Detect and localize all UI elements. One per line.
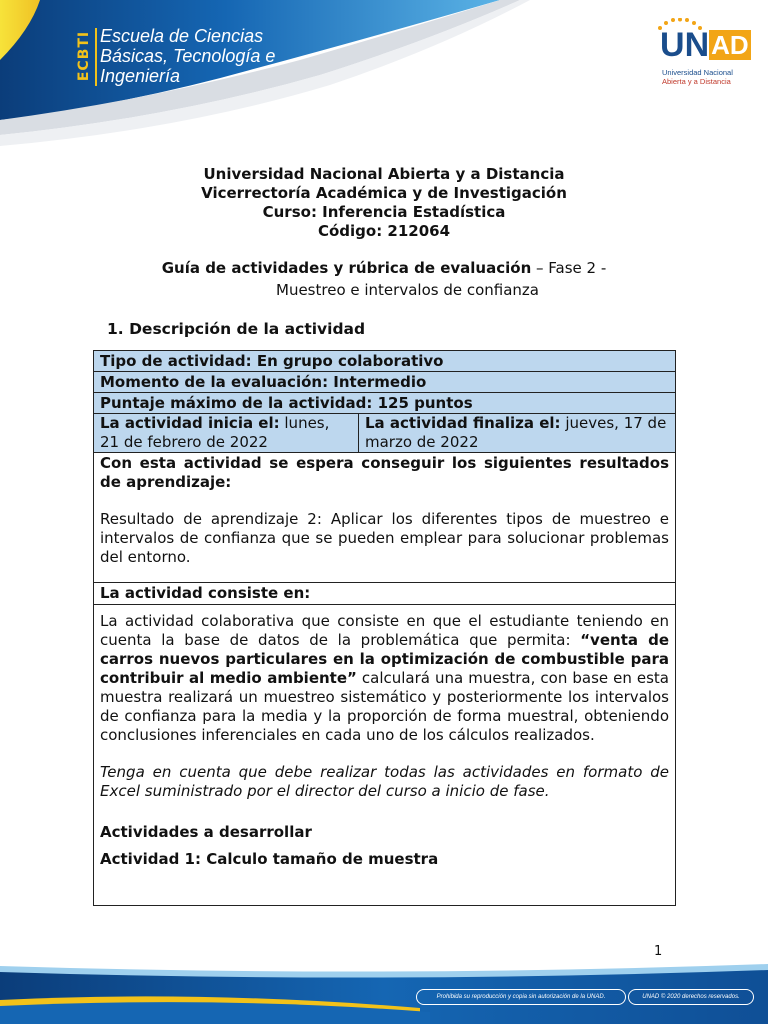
activity-note: Tenga en cuenta que debe realizar todas las actividades en formato de Excel suministrado por el director del curso a inicio de fase. [100, 763, 669, 800]
document-title-block [0, 165, 768, 241]
unad-logo [656, 18, 752, 90]
end-date-cell: La actividad finaliza el: jueves, 17 de marzo de 2022 [365, 414, 667, 451]
activities-heading: Actividades a desarrollar [100, 823, 312, 841]
max-score-row: Puntaje máximo de la actividad: 125 puntos [94, 393, 675, 414]
school-divider [95, 28, 97, 86]
course-name: Curso: Inferencia Estadística [262, 203, 506, 221]
school-name-line: Ingeniería [100, 66, 181, 86]
activity-table [93, 350, 676, 906]
evaluation-moment-row: Momento de la evaluación: Intermedio [94, 372, 675, 393]
school-name-line: Escuela de Ciencias [100, 26, 264, 46]
school-name-line: Básicas, Tecnología e [100, 46, 276, 66]
activity-1-heading: Actividad 1: Calculo tamaño de muestra [100, 850, 439, 868]
learning-outcomes-cell [94, 453, 675, 583]
activity-consists-heading-cell [94, 583, 675, 605]
guide-subtitle: Muestreo e intervalos de confianza [276, 281, 539, 299]
school-name [100, 26, 290, 86]
learning-outcome-text: Resultado de aprendizaje 2: Aplicar los diferentes tipos de muestreo e intervalos de confianza que se pueden emplear para solucionar problemas del entorno. [100, 510, 669, 566]
dates-row [94, 414, 675, 453]
page-number: 1 [654, 944, 663, 959]
page-footer [0, 960, 768, 1024]
university-name: Universidad Nacional Abierta y a Distancia [203, 165, 565, 183]
activity-description-text: La actividad colaborativa que consiste en que el estudiante teniendo en cuenta la base de datos de la problemática que permita: “venta de carros nuevos particulares en la optimización de combustible para contribuir al medio ambiente” calculará una muestra, con base en esta muestra realizará un muestreo sistemático y posteriormente los intervalos de confianza para la media y la proporción de forma muestral, obteniendo conclusiones inferenciales en cada uno de los cálculos realizados. [100, 612, 669, 744]
logo-subtitle: Universidad Nacional Abierta y a Distancia [662, 68, 733, 86]
start-date-cell: La actividad inicia el: lunes, 21 de febrero de 2022 [94, 414, 359, 452]
activity-consists-heading: La actividad consiste en: [100, 584, 311, 602]
page-header [0, 0, 768, 150]
logo-wordmark: $UN^{AD}$ [660, 26, 749, 64]
activity-description-cell [94, 605, 675, 905]
course-code: Código: 212064 [317, 222, 451, 240]
ecbti-vertical-label: ECBTI [76, 30, 92, 82]
copy-prohibition-notice: Prohibida su reproducción y copia sin autorización de la UNAD. [416, 989, 626, 1005]
learning-outcomes-heading: Con esta actividad se espera conseguir los siguientes resultados de aprendizaje: [100, 454, 669, 491]
copyright-notice: UNAD © 2020 derechos reservados. [628, 989, 754, 1005]
section-heading: 1. Descripción de la actividad [107, 320, 366, 338]
guide-title: Guía de actividades y rúbrica de evaluación – Fase 2 - [161, 259, 607, 277]
vicerrectoria-name: Vicerrectoría Académica y de Investigación [201, 184, 567, 202]
activity-type-row: Tipo de actividad: En grupo colaborativo [94, 351, 675, 372]
